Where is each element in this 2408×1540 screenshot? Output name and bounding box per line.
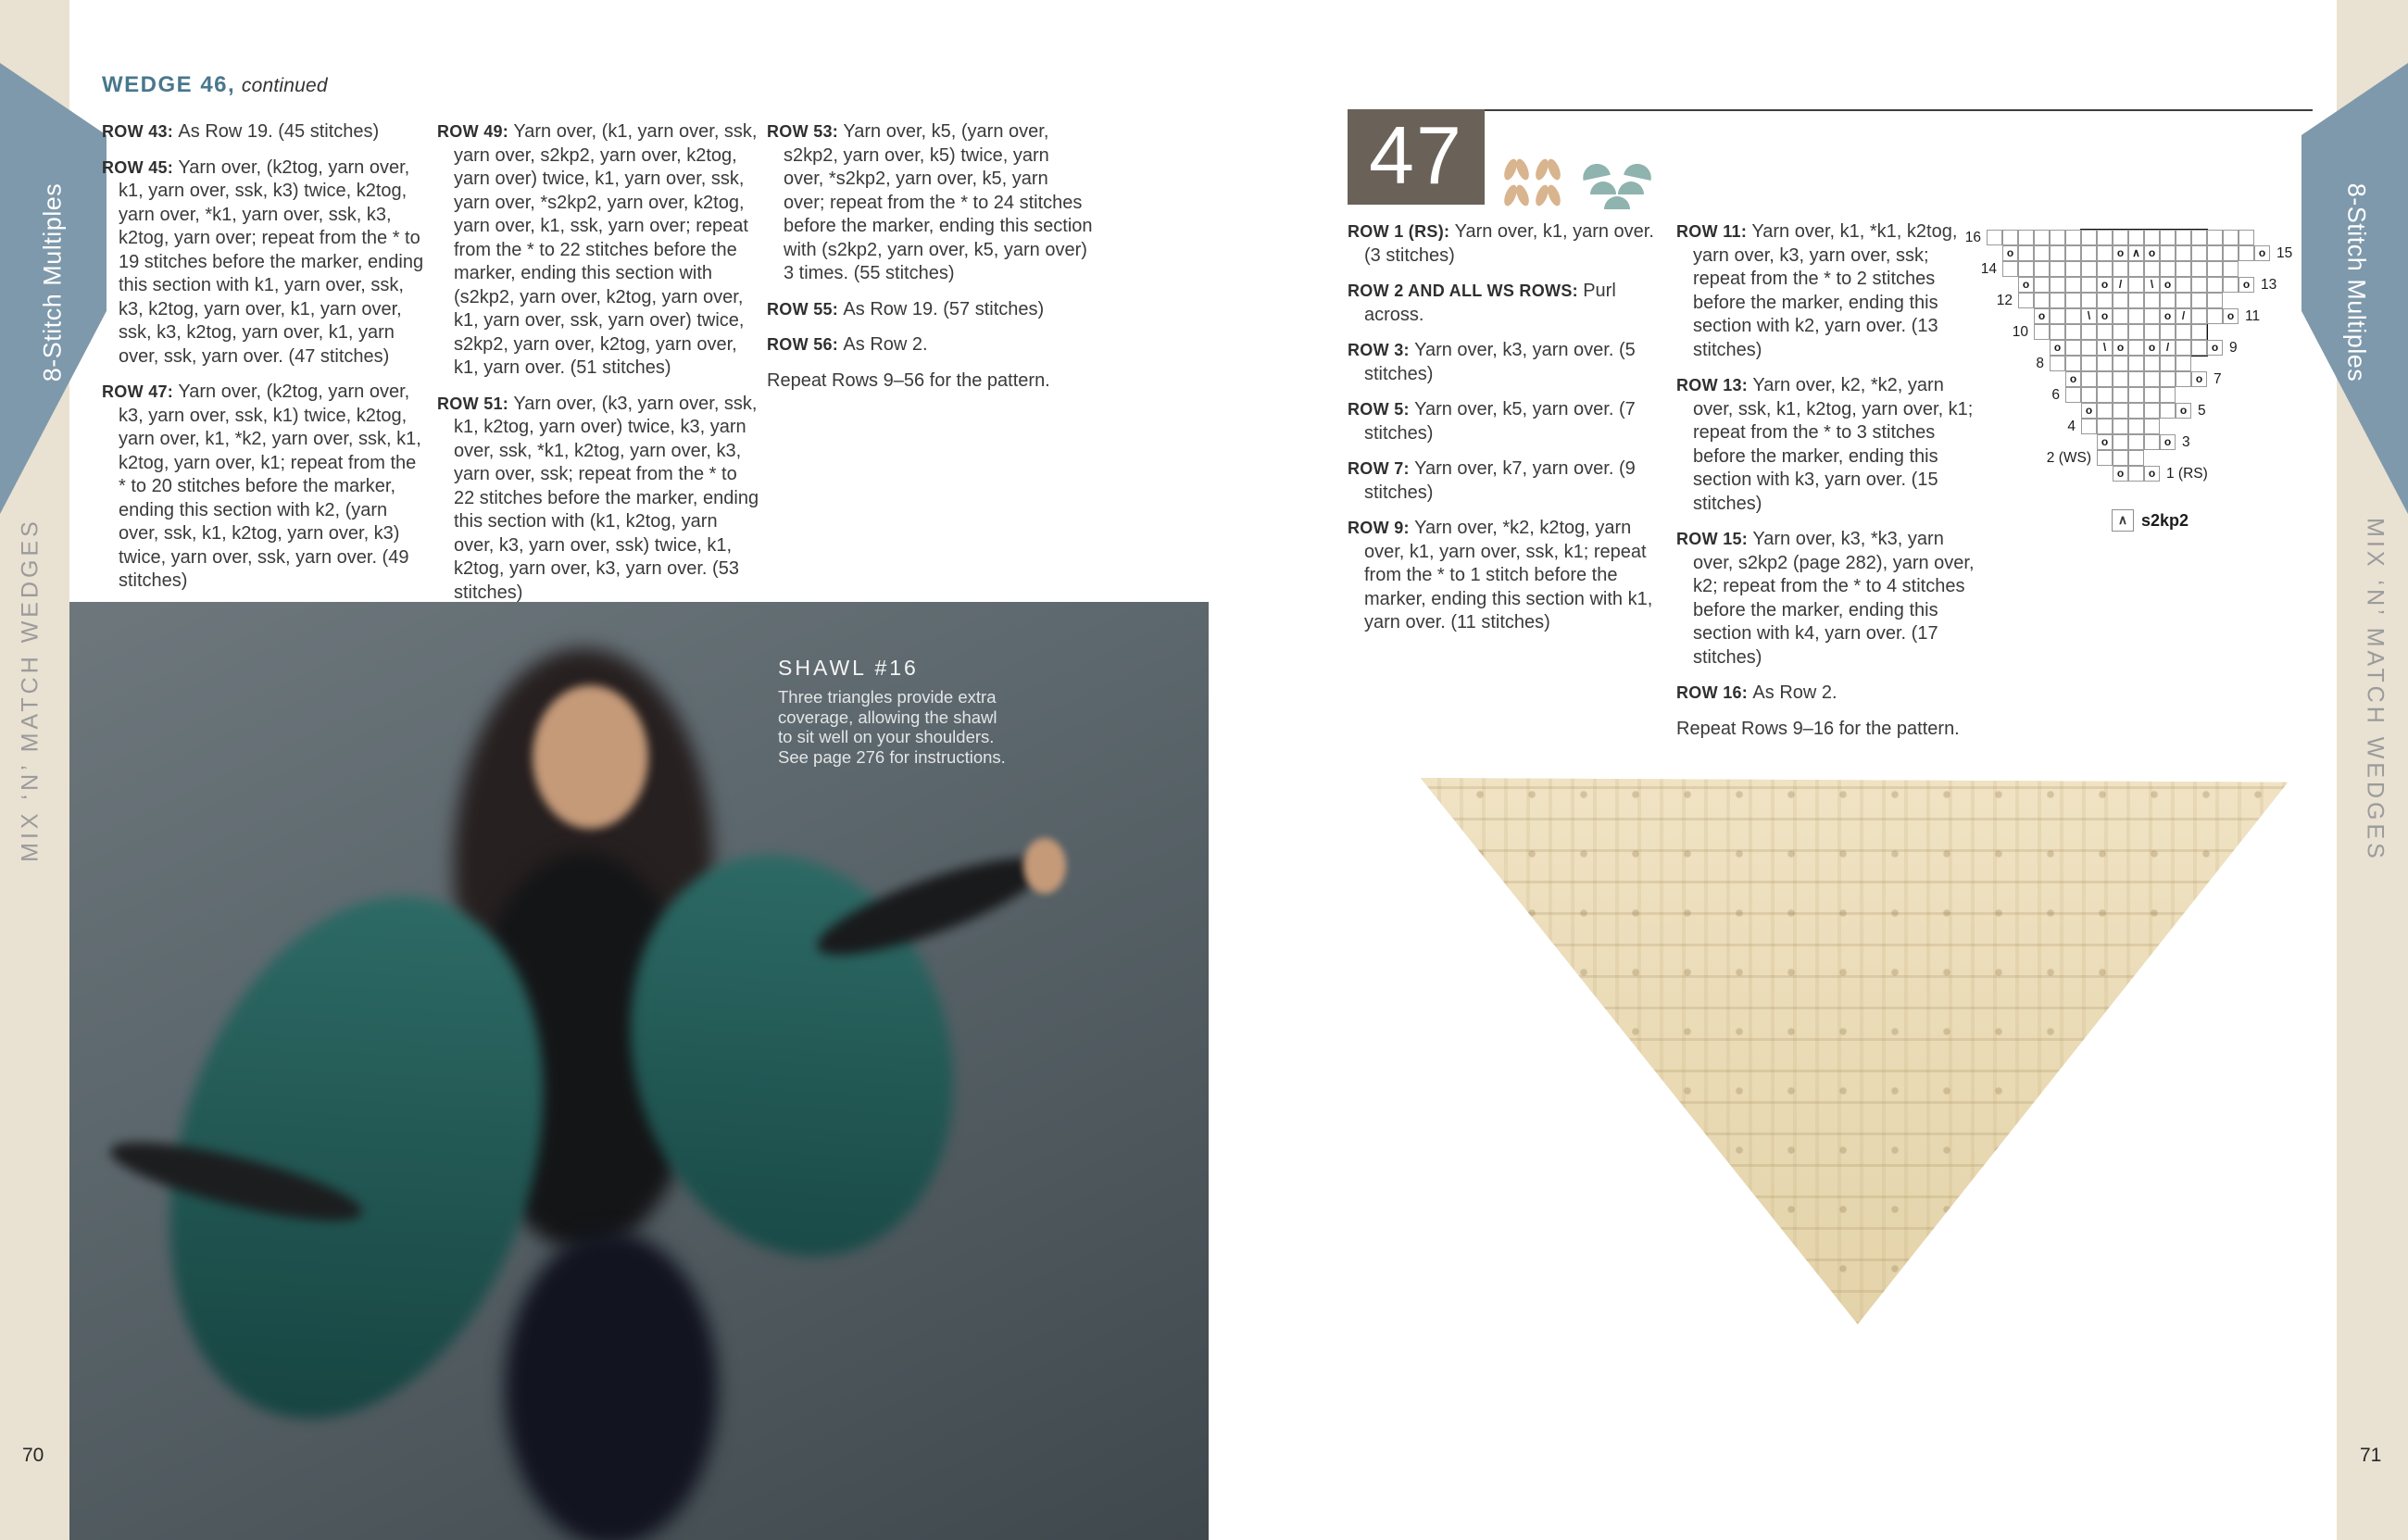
pattern-number-box xyxy=(1348,109,1485,205)
chart-cell xyxy=(2223,245,2239,261)
chart-cell xyxy=(2176,356,2191,371)
chart-cell xyxy=(2097,419,2113,434)
chart-row-number: 16 xyxy=(1964,230,1981,245)
pattern-row: ROW 43: As Row 19. (45 stitches) xyxy=(102,121,380,142)
chart-row-number: 1 (RS) xyxy=(2166,466,2208,482)
pattern-header-rule xyxy=(1348,109,2313,111)
chart-cell xyxy=(2097,230,2113,245)
pattern-row: ROW 51: Yarn over, (k3, yarn over, ssk, k1, k2tog, yarn over) twice, k3, yarn over, ssk, *k1, k2tog, yarn over, k3, yarn over, ssk; repeat from the * to 22 stitches before the marker, ending this section with (k1, k2tog, yarn over, k3, yarn over, ssk) twice, k1, k2tog, yarn over, k3, yarn over. (53 stitches) xyxy=(437,393,759,603)
chart-cell: o xyxy=(2176,403,2191,419)
chart-cell: o xyxy=(2239,277,2254,293)
chart-cell xyxy=(2081,356,2097,371)
chart-cell xyxy=(2144,434,2160,450)
chart-cell xyxy=(2065,308,2081,324)
chart-cell xyxy=(2002,261,2018,277)
row-label: ROW 3: xyxy=(1348,341,1415,359)
chart-cell: \ xyxy=(2097,340,2113,356)
chart-cell xyxy=(2191,230,2207,245)
chart-row-number: 6 xyxy=(2051,387,2060,403)
chart-cell xyxy=(2018,245,2034,261)
pattern-row: ROW 49: Yarn over, (k1, yarn over, ssk, yarn over, s2kp2, yarn over, k2tog, yarn over) twice, k1, yarn over, ssk, yarn over, *s2kp2, yarn over, k2tog, yarn over, k1, ssk, yarn over; repeat from the * to 22 stitches before the marker, ending this section with (s2kp2, yarn over, k2tog, yarn over, k1, yarn over, ssk, yarn over) twice, s2kp2, yarn over, k2tog, yarn over, k1, yarn over. (51 stitches) xyxy=(437,121,758,378)
chart-cell: o xyxy=(2081,403,2097,419)
chart-cell xyxy=(2081,261,2097,277)
chart-cell xyxy=(2144,371,2160,387)
chart-cell xyxy=(2176,261,2191,277)
chart-cell: o xyxy=(2254,245,2270,261)
wedge-heading-title: WEDGE 46, xyxy=(102,72,236,97)
row-label: ROW 45: xyxy=(102,157,179,177)
chart-cell xyxy=(2160,356,2176,371)
row-label: ROW 16: xyxy=(1676,683,1753,702)
pattern-row: ROW 3: Yarn over, k3, yarn over. (5 stitches) xyxy=(1348,340,1636,384)
chart-cell xyxy=(2050,308,2065,324)
row-label: ROW 15: xyxy=(1676,530,1753,548)
chart-cell xyxy=(2081,324,2097,340)
chart-cell xyxy=(2144,324,2160,340)
row-label: ROW 43: xyxy=(102,122,179,141)
row-label: ROW 9: xyxy=(1348,519,1415,537)
chart-cell: o xyxy=(2097,434,2113,450)
chart-cell xyxy=(2191,340,2207,356)
chart-cell xyxy=(2160,261,2176,277)
row-label: ROW 11: xyxy=(1676,222,1752,241)
pattern-row: ROW 47: Yarn over, (k2tog, yarn over, k3, yarn over, ssk, k1) twice, k2tog, yarn over, k1, *k2, yarn over, ssk, k1, k2tog, yarn over, k1; repeat from the * to 20 stitches before the marker, ending this section with k2, (yarn over, ssk, k1, k2tog, yarn over, k3) twice, yarn over, ssk, yarn over. (49 stitches) xyxy=(102,382,421,591)
row-label: ROW 13: xyxy=(1676,376,1753,394)
pattern-note: Repeat Rows 9–16 for the pattern. xyxy=(1676,718,1960,739)
chart-cell xyxy=(1987,230,2002,245)
chart-cell: \ xyxy=(2144,277,2160,293)
instruction-column-right-1 xyxy=(1348,220,1668,647)
chart-cell xyxy=(2239,230,2254,245)
pattern-row: ROW 55: As Row 19. (57 stitches) xyxy=(767,298,1045,319)
chart-cell: o xyxy=(2065,371,2081,387)
pattern-row: ROW 5: Yarn over, k5, yarn over. (7 stitches) xyxy=(1348,399,1636,444)
row-label: ROW 49: xyxy=(437,122,514,141)
chart-cell xyxy=(2160,293,2176,308)
pattern-row: ROW 13: Yarn over, k2, *k2, yarn over, ssk, k1, k2tog, yarn over, k1; repeat from the * to 3 stitches before the marker, ending this section with k3, yarn over. (15 stitches) xyxy=(1676,375,1974,514)
left-section-tab-label: 8-Stitch Multiples xyxy=(38,182,67,382)
chart-cell xyxy=(2081,387,2097,403)
chart-cell xyxy=(2018,230,2034,245)
knit-swatch-photo xyxy=(1415,778,2293,1324)
chart-cell xyxy=(2018,293,2034,308)
chart-cell xyxy=(2113,308,2128,324)
chart-cell xyxy=(2176,277,2191,293)
chart-cell: o xyxy=(2097,277,2113,293)
chart-cell: / xyxy=(2160,340,2176,356)
chart-cell xyxy=(2144,419,2160,434)
chart-cell xyxy=(2128,356,2144,371)
chart-cell xyxy=(2018,261,2034,277)
row-label: ROW 55: xyxy=(767,299,844,319)
chart-cell: o xyxy=(2113,466,2128,482)
chart-cell xyxy=(2223,277,2239,293)
chart-cell xyxy=(2176,230,2191,245)
chart-cell xyxy=(2034,293,2050,308)
chart-cell xyxy=(2239,245,2254,261)
chart-cell: o xyxy=(2113,340,2128,356)
knitting-chart xyxy=(1964,230,2320,563)
chart-cell xyxy=(2223,230,2239,245)
chart-cell xyxy=(2065,387,2081,403)
row-label: ROW 51: xyxy=(437,394,514,413)
chart-cell xyxy=(2065,324,2081,340)
pattern-row: ROW 15: Yarn over, k3, *k3, yarn over, s2kp2 (page 282), yarn over, k2; repeat from the * to 4 stitches before the marker, ending this section with k4, yarn over. (17 stitches) xyxy=(1676,529,1975,668)
row-label: ROW 53: xyxy=(767,122,844,141)
chart-cell: o xyxy=(2050,340,2065,356)
chart-cell xyxy=(2097,403,2113,419)
chart-cell xyxy=(2065,245,2081,261)
chart-cell xyxy=(2081,340,2097,356)
chart-row-number: 5 xyxy=(2198,403,2206,419)
chart-cell xyxy=(2207,261,2223,277)
chart-cell xyxy=(2128,387,2144,403)
chart-cell xyxy=(2144,387,2160,403)
instruction-column-2 xyxy=(437,120,759,617)
chart-cell xyxy=(2065,340,2081,356)
chart-cell xyxy=(2223,261,2239,277)
chart-cell xyxy=(2191,245,2207,261)
model-hand-shape xyxy=(1023,838,1066,894)
chart-cell: o xyxy=(2018,277,2034,293)
chart-cell xyxy=(2128,293,2144,308)
petal-motif-icon xyxy=(1499,157,1567,209)
chart-cell xyxy=(2034,245,2050,261)
chart-cell: o xyxy=(2097,308,2113,324)
chart-row-number: 7 xyxy=(2214,371,2222,387)
chart-legend-label: s2kp2 xyxy=(2141,510,2189,530)
chart-cell: o xyxy=(2160,434,2176,450)
chart-cell: ∧ xyxy=(2128,245,2144,261)
chart-cell xyxy=(2065,261,2081,277)
row-label: ROW 47: xyxy=(102,382,179,401)
chart-cell xyxy=(2128,419,2144,434)
chart-cell xyxy=(2065,356,2081,371)
chart-cell xyxy=(2144,293,2160,308)
chart-row-number: 10 xyxy=(2012,324,2028,340)
left-chapter-label: MIX ‘N’ MATCH WEDGES xyxy=(17,518,44,862)
chart-cell xyxy=(2081,230,2097,245)
chart-cell xyxy=(2128,308,2144,324)
pattern-number: 47 xyxy=(1369,108,1463,201)
chart-cell: o xyxy=(2207,340,2223,356)
chart-cell xyxy=(2160,324,2176,340)
chart-cell xyxy=(2128,324,2144,340)
chart-cell xyxy=(2081,277,2097,293)
chart-row-number: 15 xyxy=(2276,245,2293,261)
chart-cell xyxy=(2113,403,2128,419)
chart-cell xyxy=(2176,245,2191,261)
chart-cell xyxy=(2144,230,2160,245)
chart-cell xyxy=(2128,340,2144,356)
chart-legend xyxy=(2112,509,2189,532)
chart-cell xyxy=(2081,371,2097,387)
chart-cell xyxy=(2207,245,2223,261)
wedge-heading-subtitle: continued xyxy=(241,75,328,96)
row-label: ROW 56: xyxy=(767,335,844,354)
chart-cell xyxy=(2081,419,2097,434)
chart-cell xyxy=(2128,277,2144,293)
chart-cell xyxy=(2081,245,2097,261)
chart-cell xyxy=(2113,293,2128,308)
instruction-column-3 xyxy=(767,120,1093,405)
row-label: ROW 7: xyxy=(1348,459,1415,478)
chart-cell xyxy=(2097,450,2113,466)
chart-cell xyxy=(2144,261,2160,277)
pattern-row: ROW 2 AND ALL WS ROWS: Purl across. xyxy=(1348,281,1616,325)
chart-row-number: 2 (WS) xyxy=(2046,450,2091,466)
chart-cell xyxy=(2050,356,2065,371)
chart-cell xyxy=(2113,450,2128,466)
chart-cell: / xyxy=(2176,308,2191,324)
chart-cell xyxy=(2097,324,2113,340)
row-label: ROW 1 (RS): xyxy=(1348,222,1455,241)
chart-cell xyxy=(2176,340,2191,356)
pattern-row: ROW 53: Yarn over, k5, (yarn over, s2kp2, yarn over, k5) twice, yarn over, *s2kp2, yarn over, k5, yarn over; repeat from the * to 24 stitches before the marker, ending this section with (s2kp2, yarn over, k5, yarn over) 3 times. (55 stitches) xyxy=(767,121,1093,283)
right-chapter-label: MIX ‘N’ MATCH WEDGES xyxy=(2362,518,2389,862)
chart-cell xyxy=(2113,434,2128,450)
photo-caption-body: Three triangles provide extra coverage, allowing the shawl to sit well on your shoulders. See page 276 for instructions. xyxy=(778,687,1006,767)
chart-cell: o xyxy=(2144,245,2160,261)
shawl-model-photo xyxy=(69,602,1209,1540)
chart-cell xyxy=(2065,277,2081,293)
chart-row-number: 3 xyxy=(2182,434,2190,450)
chart-cell: o xyxy=(2144,466,2160,482)
chart-cell xyxy=(2128,403,2144,419)
wedge-heading xyxy=(102,72,328,98)
chart-cell xyxy=(2128,466,2144,482)
chart-cell xyxy=(2160,245,2176,261)
chart-cell xyxy=(2160,403,2176,419)
chart-cell xyxy=(2050,230,2065,245)
chart-cell: o xyxy=(2144,340,2160,356)
pattern-row: ROW 16: As Row 2. xyxy=(1676,682,1837,703)
chart-cell xyxy=(2128,371,2144,387)
chart-row-number: 4 xyxy=(2067,419,2076,434)
chart-cell xyxy=(2113,356,2128,371)
chart-cell xyxy=(2160,371,2176,387)
shell-motif-icon xyxy=(1574,156,1660,211)
chart-cell: \ xyxy=(2081,308,2097,324)
pattern-row: ROW 56: As Row 2. xyxy=(767,334,928,355)
chart-cell xyxy=(2081,293,2097,308)
chart-cell xyxy=(2207,308,2223,324)
chart-cell xyxy=(2160,387,2176,403)
chart-cell xyxy=(2176,293,2191,308)
chart-cell: o xyxy=(2160,308,2176,324)
chart-cell: o xyxy=(2034,308,2050,324)
chart-cell: o xyxy=(2223,308,2239,324)
chart-cell xyxy=(2097,371,2113,387)
chart-row-number: 8 xyxy=(2036,356,2044,371)
chart-cell xyxy=(2176,324,2191,340)
chart-cell xyxy=(2128,450,2144,466)
chart-row-number: 14 xyxy=(1980,261,1997,277)
chart-cell xyxy=(2050,293,2065,308)
chart-cell xyxy=(2002,230,2018,245)
chart-cell xyxy=(2113,324,2128,340)
chart-cell xyxy=(2207,293,2223,308)
chart-cell xyxy=(2065,293,2081,308)
chart-cell xyxy=(2097,387,2113,403)
instruction-column-1 xyxy=(102,120,428,606)
row-label: ROW 2 AND ALL WS ROWS: xyxy=(1348,282,1584,300)
chart-cell xyxy=(2191,308,2207,324)
chart-row-number: 9 xyxy=(2229,340,2238,356)
model-face-shape xyxy=(533,685,648,829)
chart-cell xyxy=(2050,245,2065,261)
chart-cell xyxy=(2113,387,2128,403)
chart-row-number: 12 xyxy=(1996,293,2013,308)
chart-cell xyxy=(2128,230,2144,245)
pattern-row: ROW 9: Yarn over, *k2, k2tog, yarn over, k1, yarn over, ssk, k1; repeat from the * to 1 stitch before the marker, ending this section with k1, yarn over. (11 stitches) xyxy=(1348,518,1653,632)
pattern-row: ROW 45: Yarn over, (k2tog, yarn over, k1, yarn over, ssk, k3) twice, k2tog, yarn over, *k1, yarn over, ssk, k3, k2tog, yarn over; repeat from the * to 19 stitches before the marker, ending this section with k1, yarn over, ssk, k3, k2tog, yarn over, k1, yarn over, ssk, k3, k2tog, yarn over, k1, yarn over, ssk, yarn over. (47 stitches) xyxy=(102,157,424,367)
chart-row-number: 11 xyxy=(2245,308,2261,324)
right-page-number: 71 xyxy=(2360,1445,2382,1466)
chart-cell xyxy=(2113,371,2128,387)
chart-cell xyxy=(2144,403,2160,419)
chart-cell xyxy=(2128,261,2144,277)
chart-cell xyxy=(2097,261,2113,277)
chart-cell xyxy=(2097,293,2113,308)
chart-cell xyxy=(2050,277,2065,293)
chart-cell xyxy=(2034,324,2050,340)
pattern-note: Repeat Rows 9–56 for the pattern. xyxy=(767,369,1050,391)
chart-cell: o xyxy=(2002,245,2018,261)
left-page-number: 70 xyxy=(22,1445,44,1466)
chart-cell: o xyxy=(2113,245,2128,261)
right-section-tab-label: 8-Stitch Multiples xyxy=(2342,182,2371,382)
model-jeans-shape xyxy=(505,1232,718,1540)
chart-cell xyxy=(2160,230,2176,245)
chart-cell xyxy=(2065,230,2081,245)
photo-caption-title: SHAWL #16 xyxy=(778,656,919,680)
pattern-row: ROW 7: Yarn over, k7, yarn over. (9 stitches) xyxy=(1348,458,1636,503)
chart-cell xyxy=(2207,230,2223,245)
pattern-row: ROW 11: Yarn over, k1, *k1, k2tog, yarn over, k3, yarn over, ssk; repeat from the * to 2 stitches before the marker, ending this section with k2, yarn over. (13 stitches) xyxy=(1676,221,1958,360)
chart-cell xyxy=(2144,308,2160,324)
chart-cell xyxy=(2034,277,2050,293)
chart-cell xyxy=(2144,356,2160,371)
chart-cell xyxy=(2050,261,2065,277)
chart-cell xyxy=(2191,277,2207,293)
chart-cell xyxy=(2113,230,2128,245)
chart-cell xyxy=(2050,324,2065,340)
chart-cell xyxy=(2097,356,2113,371)
chart-cell xyxy=(2034,230,2050,245)
chart-cell xyxy=(2128,434,2144,450)
chart-cell: / xyxy=(2113,277,2128,293)
chart-cell xyxy=(2113,261,2128,277)
s2kp2-symbol-icon: ∧ xyxy=(2112,509,2134,532)
chart-cell xyxy=(2191,324,2207,340)
chart-cell: o xyxy=(2191,371,2207,387)
chart-row-number: 13 xyxy=(2261,277,2277,293)
chart-cell xyxy=(2207,277,2223,293)
row-label: ROW 5: xyxy=(1348,400,1415,419)
chart-cell xyxy=(2113,419,2128,434)
chart-cell xyxy=(2191,293,2207,308)
chart-cell: o xyxy=(2160,277,2176,293)
chart-cell xyxy=(2034,261,2050,277)
chart-cell xyxy=(2097,245,2113,261)
chart-cell xyxy=(2191,261,2207,277)
pattern-row: ROW 1 (RS): Yarn over, k1, yarn over. (3 stitches) xyxy=(1348,221,1654,266)
chart-cell xyxy=(2176,371,2191,387)
